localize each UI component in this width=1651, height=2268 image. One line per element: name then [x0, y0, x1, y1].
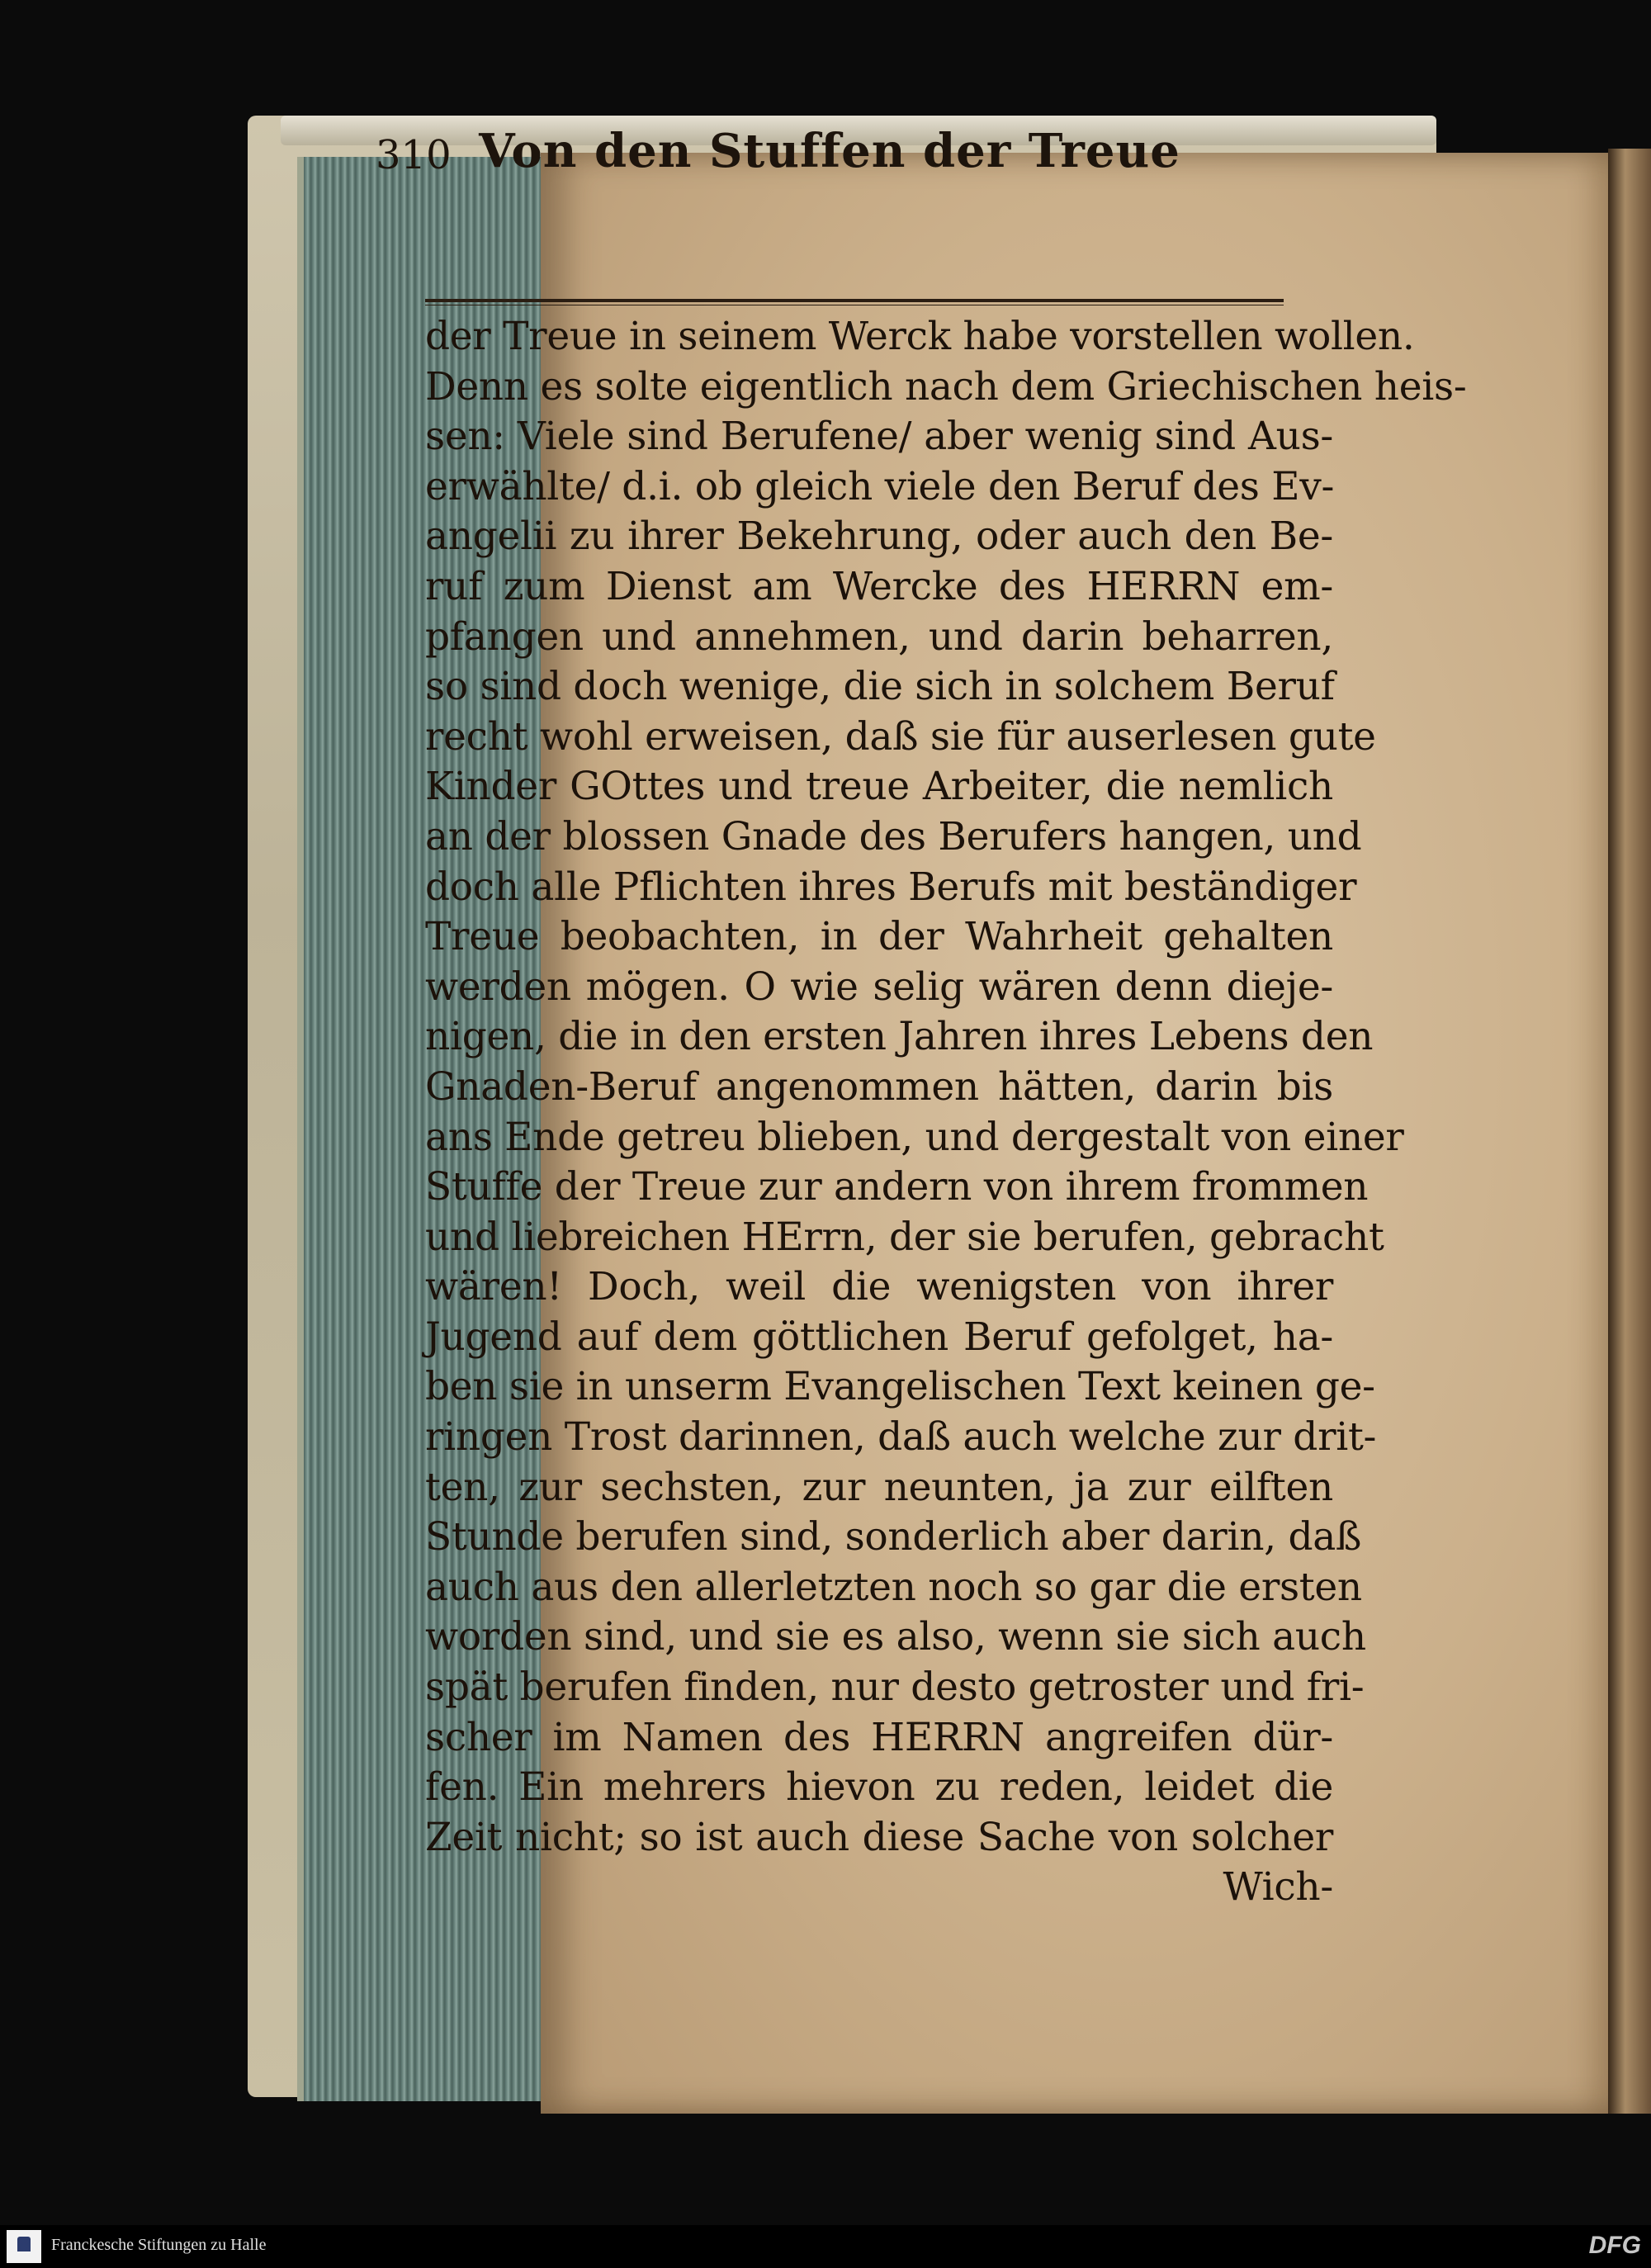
institution-logo-icon[interactable] — [7, 2230, 41, 2263]
page-number: 310 — [376, 132, 452, 178]
text-line: Treue beobachten, in der Wahrheit gehalten — [425, 914, 1333, 960]
catchword: Wich- — [1223, 1864, 1333, 1911]
text-line: Stunde berufen sind, sonderlich aber darin, daß — [425, 1514, 1362, 1560]
text-line: sen: Viele sind Berufene/ aber wenig sind Aus- — [425, 414, 1333, 460]
text-line: Denn es solte eigentlich nach dem Griechischen heis- — [425, 363, 1467, 410]
text-line: scher im Namen des HERRN angreifen dür- — [425, 1714, 1333, 1760]
header-rule — [425, 299, 1284, 302]
text-line: ben sie in unserm Evangelischen Text keinen ge- — [425, 1364, 1375, 1410]
dfg-logo[interactable]: DFG — [1588, 2232, 1641, 2259]
text-line: ruf zum Dienst am Wercke des HERRN em- — [425, 563, 1333, 609]
text-line: so sind doch wenige, die sich in solchem Beruf — [425, 664, 1335, 710]
text-line: ringen Trost darinnen, daß auch welche zur drit- — [425, 1414, 1377, 1461]
body-text — [425, 312, 1467, 1913]
text-line: nigen, die in den ersten Jahren ihres Lebens den — [425, 1014, 1374, 1060]
text-line: Gnaden-Beruf angenommen hätten, darin bis — [425, 1063, 1333, 1110]
text-line: doch alle Pflichten ihres Berufs mit beständiger — [425, 864, 1357, 910]
text-line: ten, zur sechsten, zur neunten, ja zur eilften — [425, 1464, 1333, 1510]
text-line: wären! Doch, weil die wenigsten von ihrer — [425, 1264, 1333, 1310]
text-line: Zeit nicht; so ist auch diese Sache von solcher — [425, 1814, 1333, 1860]
text-line: an der blossen Gnade des Berufers hangen, und — [425, 813, 1362, 859]
text-line: worden sind, und sie es also, wenn sie sich auch — [425, 1614, 1366, 1660]
page-gutter — [1608, 149, 1651, 2114]
text-line: Stuffe der Treue zur andern von ihrem frommen — [425, 1164, 1369, 1210]
text-line: Jugend auf dem göttlichen Beruf gefolget, ha- — [425, 1314, 1333, 1360]
text-line: recht wohl erweisen, daß sie für auserlesen gute — [425, 713, 1376, 760]
text-line: pfangen und annehmen, und darin beharren, — [425, 613, 1333, 660]
text-line: fen. Ein mehrers hievon zu reden, leidet die — [425, 1764, 1333, 1811]
text-line: ans Ende getreu blieben, und dergestalt von einer — [425, 1114, 1404, 1160]
viewer-footer — [0, 2225, 1651, 2268]
page-header — [376, 116, 1267, 190]
text-line: und liebreichen HErrn, der sie berufen, gebracht — [425, 1214, 1384, 1260]
logo-mark — [17, 2237, 31, 2251]
running-title: Von den Stuffen der Treue — [479, 124, 1180, 178]
institution-name: Franckesche Stiftungen zu Halle — [51, 2236, 267, 2254]
text-line: Kinder GOttes und treue Arbeiter, die nemlich — [425, 764, 1333, 810]
text-line: der Treue in seinem Werck habe vorstellen wollen. — [425, 314, 1415, 359]
text-line: angelii zu ihrer Bekehrung, oder auch den Be- — [425, 514, 1333, 560]
text-line: erwählte/ d.i. ob gleich viele den Beruf des Ev- — [425, 463, 1335, 509]
text-line: werden mögen. O wie selig wären denn dieje- — [425, 964, 1333, 1010]
text-line: auch aus den allerletzten noch so gar die ersten — [425, 1564, 1362, 1610]
text-line: spät berufen finden, nur desto getroster und fri- — [425, 1664, 1365, 1711]
